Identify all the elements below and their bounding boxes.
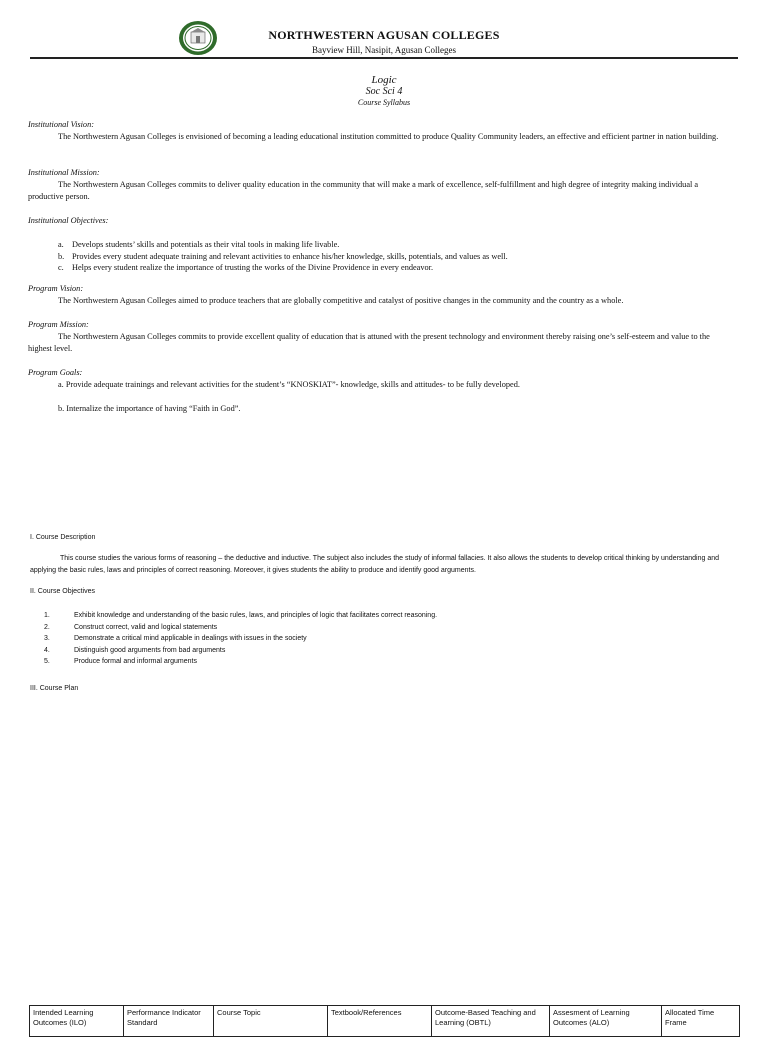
column-header: Outcome-Based Teaching and Learning (OBTL) — [432, 1006, 550, 1037]
document-type: Course Syllabus — [357, 98, 411, 107]
list-item: 3. Demonstrate a critical mind applicable in dealings with issues in the society — [44, 635, 307, 642]
course-plan-heading: III. Course Plan — [30, 685, 79, 692]
section-heading: Institutional Vision: — [28, 120, 94, 129]
column-header: Textbook/References — [328, 1006, 432, 1037]
header-divider — [30, 57, 738, 59]
list-item: 2. Construct correct, valid and logical statements — [44, 623, 218, 631]
list-item: 1. Exhibit knowledge and understanding of the basic rules, laws, and principles of logic that facilitates correct reasoning. — [44, 612, 438, 619]
college-address: Bayview Hill, Nasipit, Agusan Colleges — [312, 45, 456, 55]
course-code: Soc Sci 4 — [365, 86, 403, 97]
program-goals-section — [28, 367, 734, 415]
institutional-objectives-section — [28, 215, 734, 274]
column-header: Course Topic — [214, 1006, 328, 1037]
list-item: 4. Distinguish good arguments from bad arguments — [44, 646, 226, 654]
objectives-list — [28, 239, 734, 274]
syllabus-title-block — [0, 74, 768, 108]
list-item: b. Provides every student adequate training and relevant activities to enhance his/her knowledge, skills, potentials, and values as well. — [58, 251, 508, 261]
column-header: Assesment of Learning Outcomes (ALO) — [550, 1006, 662, 1037]
section-heading: Institutional Objectives: — [28, 216, 109, 225]
section-body: The Northwestern Agusan Colleges commits to provide excellent quality of education that is attuned with the present technology and environment thereby raising one’s self-esteem and value to the highest level. — [28, 332, 710, 353]
course-description-text: This course studies the various forms of reasoning – the deductive and inductive. The subject also includes the study of informal fallacies. It also allows the students to develop critical thinking by understanding and applying the basic rules, laws and principles of correct reasoning. Moreover, it gives students the ability to produce and identify good arguments. — [30, 555, 720, 574]
section-heading: Institutional Mission: — [28, 168, 100, 177]
table-header-row — [30, 1006, 740, 1037]
column-header: Intended Learning Outcomes (ILO) — [30, 1006, 124, 1037]
course-plan-table — [29, 1005, 740, 1037]
list-item: c. Helps every student realize the importance of trusting the works of the Divine Providence in every endeavor. — [58, 263, 434, 272]
goal-b: b. Internalize the importance of having “Faith in God”. — [58, 404, 241, 413]
column-header: Allocated Time Frame — [662, 1006, 740, 1037]
list-item: a. Develops students’ skills and potentials as their vital tools in making life livable. — [58, 240, 340, 249]
section-heading: I. Course Description — [30, 534, 96, 541]
college-name: NORTHWESTERN AGUSAN COLLEGES — [268, 28, 500, 42]
list-item: 5. Produce formal and informal arguments — [44, 658, 197, 665]
program-mission-section — [28, 319, 734, 355]
institutional-vision-section — [28, 119, 734, 143]
section-heading: Program Mission: — [28, 320, 89, 329]
program-vision-section — [28, 283, 734, 307]
institutional-mission-section — [28, 167, 734, 203]
course-objectives-section — [30, 586, 736, 668]
course-title: Logic — [371, 74, 397, 86]
goal-a: a. Provide adequate trainings and relevant activities for the student’s “KNOSKIAT”- knowledge, skills and attitudes- to be fully developed. — [58, 380, 520, 389]
section-heading: Program Goals: — [28, 368, 83, 377]
course-description-section — [30, 532, 736, 577]
section-body: The Northwestern Agusan Colleges is envisioned of becoming a leading educational institution committed to produce Quality Community leaders, an effective and efficient partner in nation building. — [58, 132, 719, 141]
section-heading: II. Course Objectives — [30, 588, 95, 595]
column-header: Performance Indicator Standard — [124, 1006, 214, 1037]
course-objectives-list — [30, 610, 736, 668]
section-body: The Northwestern Agusan Colleges commits to deliver quality education in the community that will make a mark of excellence, self-fulfillment and high degree of integrity making individual a productive person. — [28, 180, 699, 201]
section-body: The Northwestern Agusan Colleges aimed to produce teachers that are globally competitive and catalyst of positive changes in the community and the country as a whole. — [58, 296, 624, 305]
section-heading: Program Vision: — [28, 284, 84, 293]
